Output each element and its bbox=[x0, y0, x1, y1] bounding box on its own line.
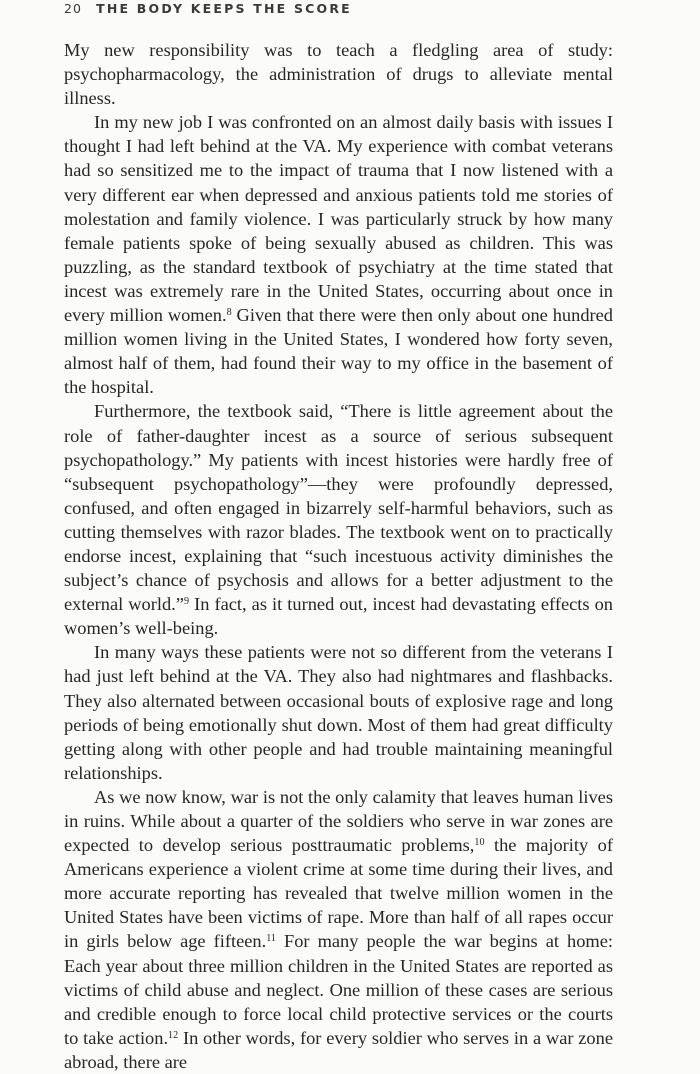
paragraph bbox=[64, 399, 613, 640]
footnote-reference: 11 bbox=[266, 933, 276, 945]
paragraph-text: In other words, for every soldier who serves in a war zone abroad, there are bbox=[64, 1027, 613, 1072]
paragraph bbox=[64, 640, 613, 785]
paragraph bbox=[64, 110, 613, 399]
paragraph-text: As we now know, war is not the only calamity that leaves human lives in ruins. While about a quarter of the soldiers who serve in war zones are expected to develop serious posttraumatic problems, bbox=[64, 786, 613, 856]
page-number: 20 bbox=[64, 1, 82, 16]
body-text bbox=[64, 38, 613, 1074]
paragraph-text: For many people the war begins at home: Each year about three million children in the United States are reported as victims of child abuse and neglect. One million of these cases are serious and credible enough to force local child protective services or the courts to take action. bbox=[64, 931, 613, 1048]
paragraph-text: My new responsibility was to teach a fledgling area of study: psychopharmacology, the administration of drugs to alleviate mental illness. bbox=[64, 40, 613, 109]
paragraph bbox=[64, 38, 613, 110]
paragraph bbox=[64, 785, 613, 1074]
paragraph-text: In fact, as it turned out, incest had devastating effects on women’s well-being. bbox=[64, 594, 613, 639]
paragraph-text: In my new job I was confronted on an almost daily basis with issues I thought I had left behind at the VA. My experience with combat veterans had so sensitized me to the impact of trauma that I now listened with a very different ear when depressed and anxious patients told me stories of molestation and family violence. I was particularly struck by how many female patients spoke of being sexually abused as children. This was puzzling, as the standard textbook of psychiatry at the time stated that incest was extremely rare in the United States, occurring about once in every million women. bbox=[64, 112, 613, 326]
footnote-reference: 8 bbox=[226, 306, 232, 318]
paragraph-text: the majority of Americans experience a violent crime at some time during their lives, and more accurate reporting has revealed that twelve million women in the United States have been victims of rape. More than half of all rapes occur in girls below age fifteen. bbox=[64, 835, 613, 952]
paragraph-text: In many ways these patients were not so different from the veterans I had just left behind at the VA. They also had nightmares and flashbacks. They also alternated between occasional bouts of explosive rage and long periods of being emotionally shut down. Most of them had great difficulty getting along with other people and had trouble maintaining meaningful relationships. bbox=[64, 642, 613, 783]
footnote-reference: 12 bbox=[168, 1029, 179, 1041]
footnote-reference: 9 bbox=[183, 596, 190, 608]
running-header bbox=[64, 1, 352, 16]
footnote-reference: 10 bbox=[474, 837, 485, 849]
paragraph-text: Given that there were then only about one hundred million women living in the United States, I wondered how forty seven, almost half of them, had found their way to my office in the basement of the hospital. bbox=[64, 305, 613, 398]
paragraph-text: Furthermore, the textbook said, “There is little agreement about the role of father-daughter incest as a source of serious subsequent psychopathology.” My patients with incest histories were hardly free of “subsequent psychopathology”—they were profoundly depressed, confused, and often engaged in bizarrely self-harmful behaviors, such as cutting themselves with razor blades. The textbook went on to practically endorse incest, explaining that “such incestuous activity diminishes the subject’s chance of psychosis and allows for a better adjustment to the external world.” bbox=[64, 401, 613, 615]
book-title: THE BODY KEEPS THE SCORE bbox=[96, 1, 352, 16]
